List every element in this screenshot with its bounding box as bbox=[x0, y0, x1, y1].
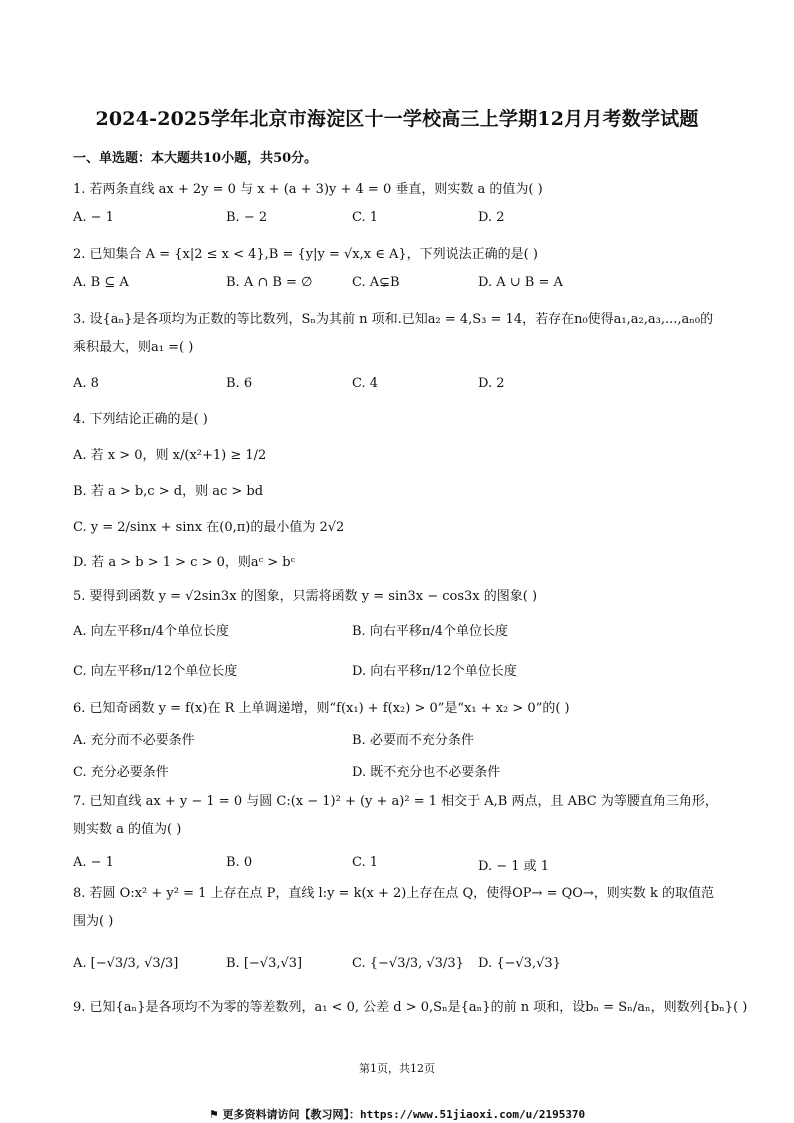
q5-option-b: B. 向右平移π/4个单位长度 bbox=[352, 624, 509, 639]
question-8-stem: 8. 若圆 O:x² + y² = 1 上存在点 P，直线 l:y = k(x + 2)上存在点 Q，使得OP→ = QO→，则实数 k 的取值范围为( ) bbox=[73, 886, 714, 929]
watermark-banner[interactable] bbox=[0, 1106, 794, 1122]
q4-option-a: A. 若 x > 0，则 x/(x²+1) ≥ 1/2 bbox=[73, 448, 267, 463]
q1-option-c: C. 1 bbox=[352, 210, 379, 225]
question-7-stem: 7. 已知直线 ax + y − 1 = 0 与圆 C:(x − 1)² + (y + a)² = 1 相交于 A,B 两点，且 ABC 为等腰直角三角形，则实数 a 的值为( ) bbox=[73, 794, 718, 837]
q4-option-b: B. 若 a > b,c > d，则 ac > bd bbox=[73, 484, 264, 499]
q1-option-d: D. 2 bbox=[478, 210, 505, 225]
q8-option-a: A. [−√3/3, √3/3] bbox=[73, 956, 179, 971]
q6-option-a: A. 充分而不必要条件 bbox=[73, 733, 195, 748]
q7-option-a: A. − 1 bbox=[73, 855, 114, 870]
question-9-stem: 9. 已知{aₙ}是各项均不为零的等差数列，a₁ < 0, 公差 d > 0,Sₙ是{aₙ}的前 n 项和，设bₙ = Sₙ/aₙ，则数列{bₙ}( ) bbox=[73, 1000, 748, 1015]
q5-option-a: A. 向左平移π/4个单位长度 bbox=[73, 624, 229, 639]
q7-option-d: D. − 1 或 1 bbox=[478, 859, 550, 874]
q2-option-d: D. A ∪ B = A bbox=[478, 275, 563, 290]
q4-option-c: C. y = 2/sinx + sinx 在(0,π)的最小值为 2√2 bbox=[73, 520, 345, 535]
question-4-stem: 4. 下列结论正确的是( ) bbox=[73, 412, 208, 427]
question-6-stem: 6. 已知奇函数 y = f(x)在 R 上单调递增，则“f(x₁) + f(x₂) > 0”是“x₁ + x₂ > 0”的( ) bbox=[73, 701, 570, 716]
page-footer: 第1页，共12页 bbox=[359, 1062, 435, 1075]
q3-option-b: B. 6 bbox=[226, 376, 253, 391]
q2-option-a: A. B ⊆ A bbox=[73, 275, 129, 290]
q3-option-c: C. 4 bbox=[352, 376, 379, 391]
question-3-stem: 3. 设{aₙ}是各项均为正数的等比数列，Sₙ为其前 n 项和.已知a₂ = 4,S₃ = 14，若存在n₀使得a₁,a₂,a₃,...,aₙ₀的乘积最大，则a₁ =( ) bbox=[73, 312, 714, 355]
q2-option-b: B. A ∩ B = ∅ bbox=[226, 275, 313, 290]
question-2-stem: 2. 已知集合 A = {x|2 ≤ x < 4},B = {y|y = √x,x ∈ A}，下列说法正确的是( ) bbox=[73, 247, 538, 262]
q6-option-d: D. 既不充分也不必要条件 bbox=[352, 765, 501, 780]
q3-option-d: D. 2 bbox=[478, 376, 505, 391]
question-5-stem: 5. 要得到函数 y = √2sin3x 的图象，只需将函数 y = sin3x − cos3x 的图象( ) bbox=[73, 589, 538, 604]
q8-option-b: B. [−√3,√3] bbox=[226, 956, 303, 971]
question-1-stem: 1. 若两条直线 ax + 2y = 0 与 x + (a + 3)y + 4 = 0 垂直，则实数 a 的值为( ) bbox=[73, 182, 543, 197]
watermark-text: 更多资料请访问【教习网】：https://www.51jiaoxi.com/u/2195370 bbox=[222, 1108, 586, 1121]
q8-option-c: C. {−√3/3, √3/3} bbox=[352, 956, 464, 971]
q1-option-a: A. − 1 bbox=[73, 210, 114, 225]
q8-option-d: D. {−√3,√3} bbox=[478, 956, 561, 971]
q7-option-c: C. 1 bbox=[352, 855, 379, 870]
q4-option-d: D. 若 a > b > 1 > c > 0，则aᶜ > bᶜ bbox=[73, 555, 296, 570]
q2-option-c: C. A⊊B bbox=[352, 275, 400, 290]
flag-icon: ⚑ bbox=[208, 1108, 223, 1121]
q3-option-a: A. 8 bbox=[73, 376, 99, 391]
q6-option-c: C. 充分必要条件 bbox=[73, 765, 169, 780]
q5-option-d: D. 向右平移π/12个单位长度 bbox=[352, 664, 517, 679]
q6-option-b: B. 必要而不充分条件 bbox=[352, 733, 474, 748]
q5-option-c: C. 向左平移π/12个单位长度 bbox=[73, 664, 238, 679]
q1-option-b: B. − 2 bbox=[226, 210, 268, 225]
section-heading: 一、单选题：本大题共10小题，共50分。 bbox=[73, 151, 318, 166]
exam-title: 2024-2025学年北京市海淀区十一学校高三上学期12月月考数学试题 bbox=[95, 108, 699, 130]
q7-option-b: B. 0 bbox=[226, 855, 253, 870]
